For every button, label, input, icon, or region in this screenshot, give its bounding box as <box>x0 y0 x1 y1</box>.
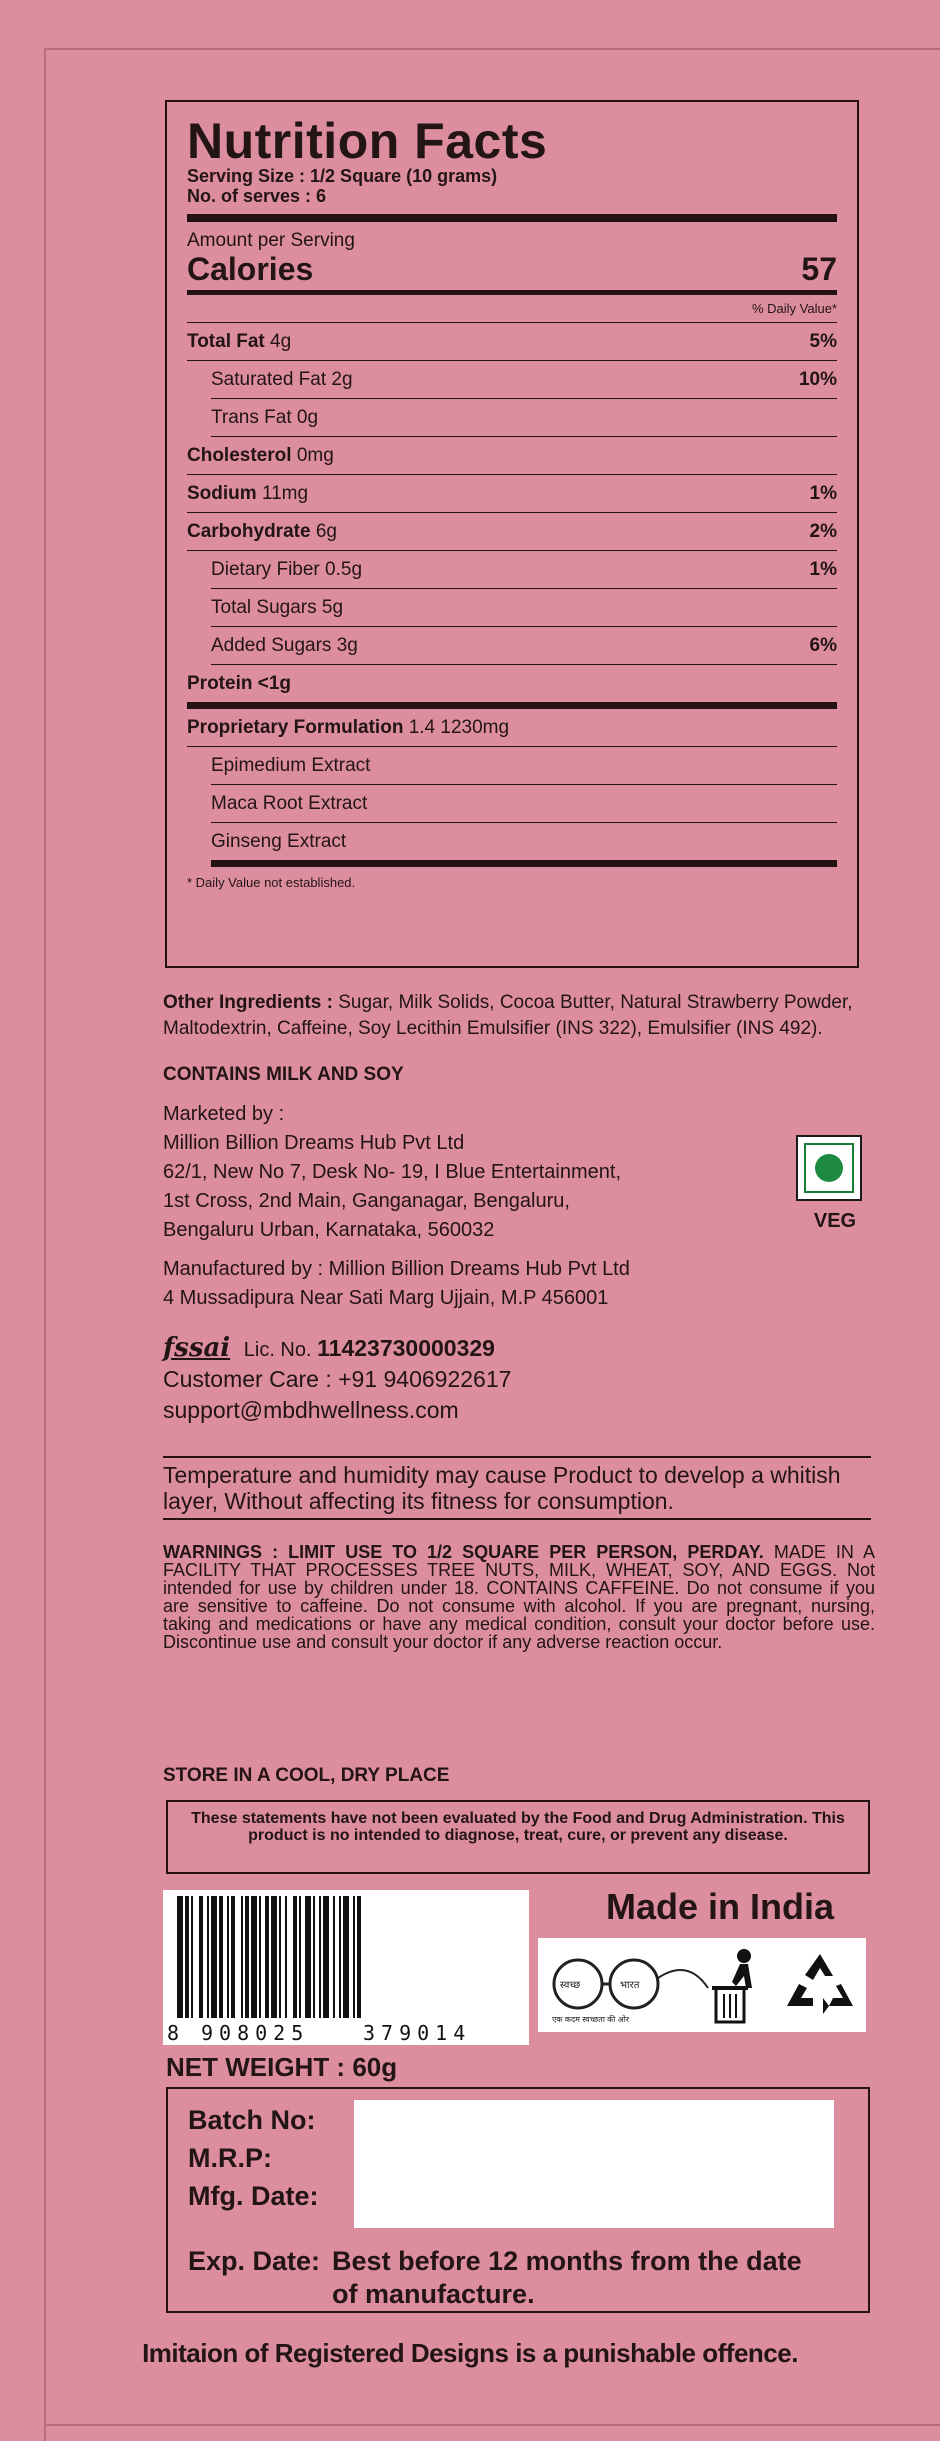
marketer-company: Million Billion Dreams Hub Pvt Ltd <box>163 1132 465 1154</box>
nutrient-row <box>211 399 837 437</box>
nutrient-row <box>211 627 837 665</box>
calories-row <box>187 252 837 286</box>
barcode-group: 908025 <box>201 2021 310 2045</box>
address-line: Bengaluru Urban, Karnataka, 560032 <box>163 1219 495 1241</box>
storage-instruction: STORE IN A COOL, DRY PLACE <box>163 1765 450 1786</box>
nutrient-name: Saturated Fat <box>211 368 327 390</box>
nutrient-pct: 1% <box>809 558 837 580</box>
extract-row <box>211 747 837 785</box>
extract-row <box>211 785 837 823</box>
calories-label: Calories <box>187 251 314 287</box>
warnings <box>163 1543 875 1651</box>
nutrient-row <box>187 323 837 361</box>
nutrient-amount: 6g <box>315 520 337 542</box>
svg-text:भारत: भारत <box>620 1980 640 1991</box>
nutrient-name: Sodium <box>187 482 257 504</box>
manufacturer-line: Manufactured by : Million Billion Dreams Hub Pvt Ltd <box>163 1258 630 1280</box>
amount-per-serving: Amount per Serving <box>187 230 355 251</box>
allergen-statement: CONTAINS MILK AND SOY <box>163 1064 404 1085</box>
nutrient-row <box>187 437 837 475</box>
veg-label: VEG <box>813 1210 857 1232</box>
barcode-icon <box>163 1890 529 2045</box>
nutrient-amount: 0g <box>296 406 319 428</box>
marketed-by <box>163 1100 893 1245</box>
address-line: 62/1, New No 7, Desk No- 19, I Blue Entertainment, <box>163 1161 621 1183</box>
nutrient-row <box>187 665 837 709</box>
nutrient-pct: 6% <box>809 634 837 656</box>
extract-row <box>211 823 837 867</box>
nutrient-row <box>211 551 837 589</box>
nutrient-amount: 3g <box>336 634 358 656</box>
customer-care-phone: Customer Care : +91 9406922617 <box>163 1366 512 1392</box>
nutrient-pct: 2% <box>809 520 837 542</box>
veg-symbol-icon <box>796 1135 862 1201</box>
frame-line <box>44 48 46 2441</box>
imitation-notice: Imitaion of Registered Designs is a punishable offence. <box>142 2338 798 2368</box>
nutrient-pct: 1% <box>809 482 837 504</box>
extract-name: Epimedium Extract <box>211 754 371 776</box>
nutrient-name: Total Sugars <box>211 596 317 618</box>
extract-name: Ginseng Extract <box>211 830 347 852</box>
nutrient-row <box>187 513 837 551</box>
frame-line-bottom <box>44 2424 940 2426</box>
nutrient-row <box>211 589 837 627</box>
nutrient-amount: 2g <box>331 368 353 390</box>
nutrient-name: Total Fat <box>187 330 265 352</box>
temperature-note: Temperature and humidity may cause Product to develop a whitish layer, Without affecting its fitness for consumption. <box>163 1456 871 1520</box>
daily-value-header: % Daily Value* <box>187 295 837 323</box>
barcode-digit: 8 <box>167 2021 180 2045</box>
exp-date-label: Exp. Date: <box>188 2246 321 2276</box>
nutrition-title: Nutrition Facts <box>187 113 548 169</box>
license-label: Lic. No. <box>243 1339 312 1361</box>
support-email: support@mbdhwellness.com <box>163 1397 459 1423</box>
warnings-text: MADE IN A FACILITY THAT PROCESSES TREE NUTS, MILK, WHEAT, SOY, AND EGGS. Not intended for use by children under 18. CONTAINS CAFFEINE. Do not consume if you are sensitive to caffeine. Do not consume with alcohol. If you are pregnant, nursing, taking and medications or have any medical condition, consult your doctor before use. Discontinue use and consult your doctor if any adverse reaction occur. <box>163 1542 875 1652</box>
nutrient-amount: 0.5g <box>325 558 363 580</box>
svg-text:स्वच्छ: स्वच्छ <box>560 1980 581 1991</box>
nutrient-amount: 0mg <box>296 444 334 466</box>
made-in-india: Made in India <box>605 1886 835 1927</box>
calories-value: 57 <box>801 251 837 287</box>
nutrient-pct: 5% <box>809 330 837 352</box>
nutrient-amount: <1g <box>257 672 292 694</box>
customer-care <box>163 1364 893 1426</box>
net-weight: NET WEIGHT : 60g <box>166 2052 398 2082</box>
nutrient-name: Added Sugars <box>211 634 332 656</box>
frame-line-top <box>44 48 940 50</box>
daily-value-footnote: * Daily Value not established. <box>187 875 356 890</box>
batch-no-label: Batch No: <box>188 2105 316 2135</box>
nutrient-row <box>187 475 837 513</box>
nutrient-amount: 5g <box>321 596 344 618</box>
proprietary-amount: 1.4 1230mg <box>408 716 510 738</box>
fssai-logo: fssai <box>163 1333 231 1363</box>
manufacturer-address: 4 Mussadipura Near Sati Marg Ujjain, M.P 456001 <box>163 1287 609 1309</box>
nutrient-name: Cholesterol <box>187 444 292 466</box>
serving-size: Serving Size : 1/2 Square (10 grams) <box>187 166 498 186</box>
divider-thick <box>187 214 837 222</box>
nutrient-name: Carbohydrate <box>187 520 311 542</box>
fda-disclaimer: These statements have not been evaluated by the Food and Drug Administration. This product is no intended to diagnose, treat, cure, or prevent any disease. <box>166 1800 870 1874</box>
ingredients <box>163 990 893 1042</box>
barcode <box>163 1890 529 2045</box>
nutrient-name: Trans Fat <box>211 406 292 428</box>
dispose-bin-icon <box>706 1946 766 2026</box>
fssai-license <box>163 1333 893 1365</box>
exp-date <box>188 2245 802 2311</box>
nutrient-name: Protein <box>187 672 253 694</box>
nutrition-facts-panel <box>165 100 859 968</box>
address-line: 1st Cross, 2nd Main, Ganganagar, Bengaluru, <box>163 1190 570 1212</box>
manufactured-by <box>163 1255 893 1313</box>
exp-date-value: Best before 12 months from the date of manufacture. <box>332 2246 802 2309</box>
nutrient-amount: 4g <box>270 330 292 352</box>
nutrient-row <box>211 361 837 399</box>
svg-text:एक कदम स्वच्छता की ओर: एक कदम स्वच्छता की ओर <box>552 2015 630 2024</box>
serves-count: No. of serves : 6 <box>187 186 327 206</box>
recycle-icon <box>783 1950 857 2020</box>
marketed-label: Marketed by : <box>163 1103 285 1125</box>
nutrient-name: Dietary Fiber <box>211 558 320 580</box>
mrp-label: M.R.P: <box>188 2143 272 2173</box>
proprietary-name: Proprietary Formulation <box>187 716 404 738</box>
proprietary-row <box>187 709 837 747</box>
barcode-group: 379014 <box>363 2021 472 2045</box>
warnings-heading: WARNINGS : LIMIT USE TO 1/2 SQUARE PER PERSON, PERDAY. <box>163 1542 764 1562</box>
nutrient-pct: 10% <box>798 368 837 390</box>
ingredients-label: Other Ingredients : <box>163 992 333 1013</box>
ingredients-text: Sugar, Milk Solids, Cocoa Butter, Natural Strawberry Powder, Maltodextrin, Caffeine, Soy Lecithin Emulsifier (INS 322), Emulsifier (INS 492). <box>163 992 853 1039</box>
license-number: 11423730000329 <box>317 1335 495 1361</box>
batch-info-box <box>166 2087 870 2313</box>
batch-stamp-area <box>354 2100 834 2228</box>
extract-name: Maca Root Extract <box>211 792 368 814</box>
nutrient-amount: 11mg <box>261 482 309 504</box>
mfg-date-label: Mfg. Date: <box>188 2181 319 2211</box>
logos-strip <box>538 1938 866 2032</box>
